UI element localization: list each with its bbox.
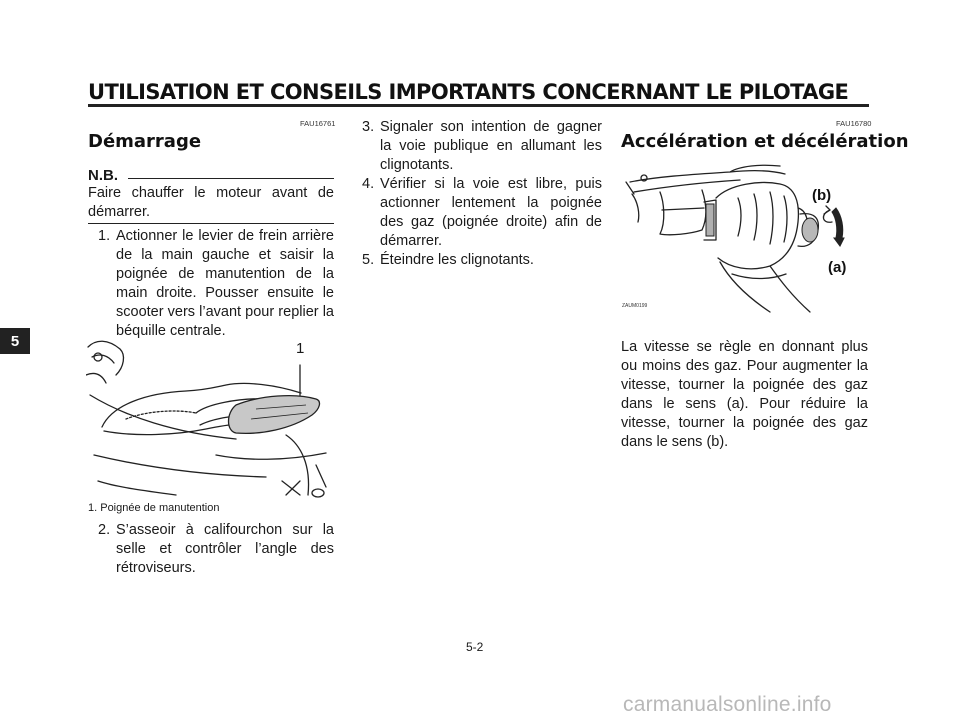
section-title-acceleration: Accélération et décélération: [621, 131, 909, 152]
figure-label-a: (a): [828, 259, 847, 276]
step-number: 4.: [362, 176, 375, 192]
figure-caption: 1. Poignée de manutention: [88, 502, 220, 514]
section-code-right: FAU16780: [836, 119, 872, 128]
watermark: carmanualsonline.info: [623, 693, 832, 716]
step-text: Signaler son intention de gagner la voie publique en allumant les clignotants.: [380, 119, 602, 173]
note-rule: [128, 178, 334, 179]
steps-list-left-2: [98, 521, 334, 578]
step-number: 1.: [98, 228, 111, 244]
list-item: [362, 118, 602, 175]
section-code-left: FAU16761: [300, 119, 336, 128]
list-item: [362, 251, 602, 270]
figure-label-b: (b): [812, 187, 832, 204]
page-number: 5-2: [466, 640, 484, 654]
scooter-seat-illustration: [86, 335, 332, 500]
figure-code: ZAUM0199: [622, 303, 648, 309]
list-item: [98, 521, 334, 578]
note-text: Faire chauffer le moteur avant de démarrer.: [88, 185, 334, 220]
step-number: 3.: [362, 119, 375, 135]
acceleration-paragraph: La vitesse se règle en donnant plus ou moins des gaz. Pour augmenter la vitesse, tourner la poignée des gaz dans le sens (a). Pour réduire la vitesse, tourner la poignée des gaz dans le sens (b).: [621, 339, 868, 450]
list-item: [362, 175, 602, 251]
throttle-grip-illustration: [620, 162, 870, 317]
step-number: 2.: [98, 522, 111, 538]
figure-callout-1: 1: [296, 340, 305, 357]
step-text: Vérifier si la voie est libre, puis actionner lentement la poignée des gaz (poignée droite) afin de démarrer.: [380, 176, 602, 249]
steps-list-middle: [362, 118, 602, 270]
step-text: Actionner le levier de frein arrière de la main gauche et saisir la poignée de manutention de la main droite. Pousser ensuite le scooter vers l’avant pour replier la béquille centrale.: [116, 228, 334, 339]
page-header-title: UTILISATION ET CONSEILS IMPORTANTS CONCERNANT LE PILOTAGE: [88, 80, 849, 104]
section-title-demarrage: Démarrage: [88, 131, 202, 152]
list-item: [98, 227, 334, 341]
step-text: Éteindre les clignotants.: [380, 252, 534, 268]
note-end-rule: [88, 223, 334, 224]
chapter-tab: 5: [0, 328, 30, 354]
header-rule: [88, 104, 869, 107]
steps-list-left: [98, 227, 334, 341]
step-number: 5.: [362, 252, 375, 268]
note-label: N.B.: [88, 167, 118, 184]
step-text: S’asseoir à califourchon sur la selle et contrôler l’angle des rétroviseurs.: [116, 522, 334, 576]
